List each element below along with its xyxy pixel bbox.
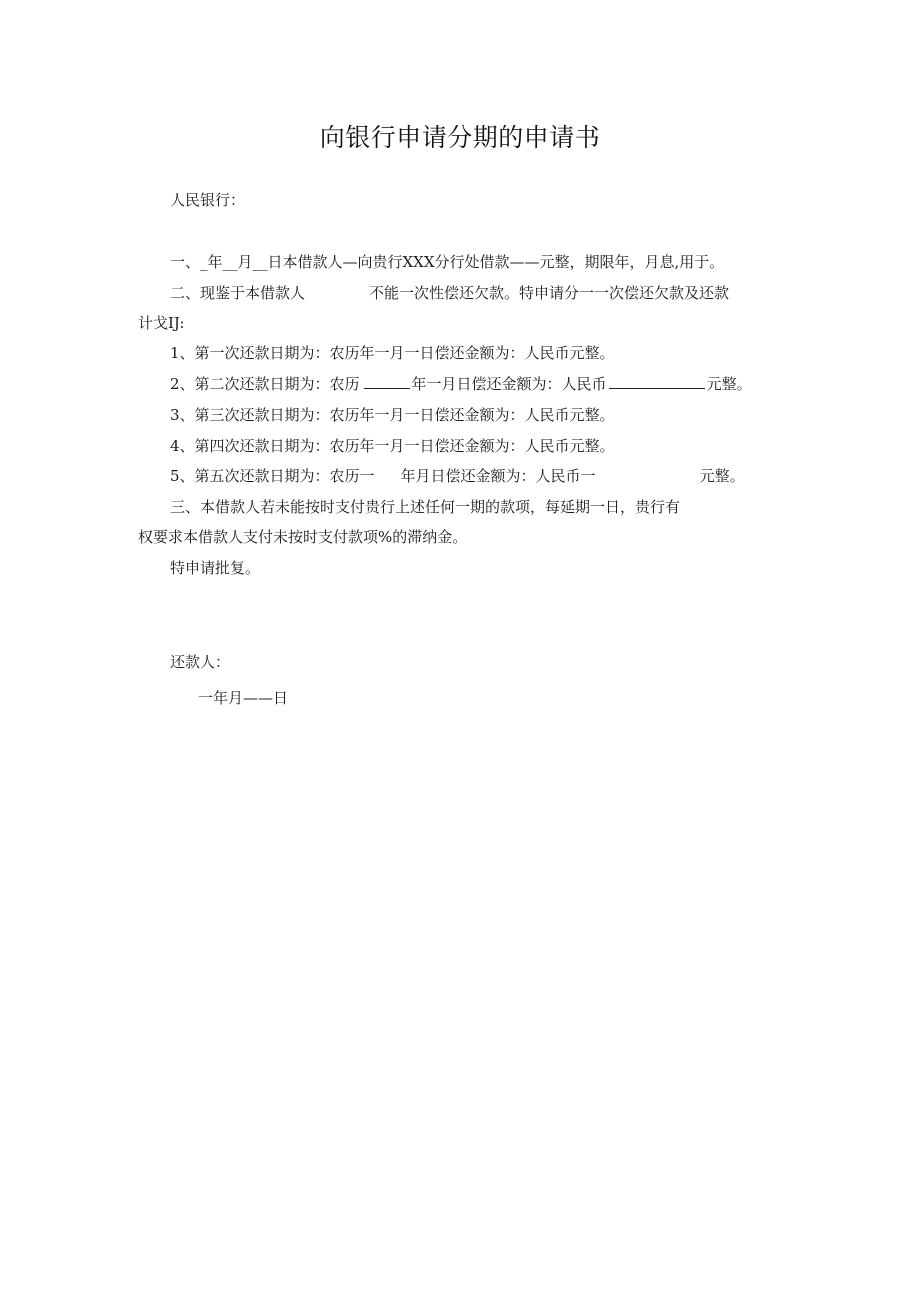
paragraph-2-part-b: 不能一次性偿还欠款。特申请分一一次偿还欠款及还款 bbox=[369, 284, 730, 302]
installment-5 bbox=[170, 466, 745, 486]
installment-5-part-a: 5、第五次还款日期为：农历一 bbox=[170, 467, 375, 485]
installment-5-part-c: 元整。 bbox=[699, 467, 745, 485]
paragraph-2-part-a: 二、现鉴于本借款人 bbox=[170, 284, 306, 302]
paragraph-3-line-2: 权要求本借款人支付未按时支付款项%的滞纳金。 bbox=[138, 528, 468, 546]
installment-2-part-b: 年一月日偿还金额为：人民币 bbox=[411, 375, 607, 393]
paragraph-3-line-1: 三、本借款人若未能按时支付贵行上述任何一期的款项，每延期一日，贵行有 bbox=[170, 498, 681, 516]
paragraph-2-continuation: 计戈IJ: bbox=[138, 314, 185, 332]
installment-2 bbox=[170, 374, 752, 394]
document-title: 向银行申请分期的申请书 bbox=[319, 123, 601, 152]
closing-line: 特申请批复。 bbox=[170, 559, 261, 577]
date-line: 一年月——日 bbox=[198, 689, 289, 707]
paragraph-1: 一、_年__月__日本借款人—向贵行XXX分行处借款——元整，期限年，月息,用于。 bbox=[170, 253, 725, 271]
paragraph-2-line-1 bbox=[170, 283, 729, 303]
blank-underline bbox=[609, 374, 705, 389]
installment-4: 4、第四次还款日期为：农历年一月一日偿还金额为：人民币元整。 bbox=[170, 437, 615, 455]
salutation: 人民银行： bbox=[170, 191, 246, 209]
installment-2-part-a: 2、第二次还款日期为：农历 bbox=[170, 375, 360, 393]
installment-5-part-b: 年月日偿还金额为：人民币一 bbox=[400, 467, 596, 485]
installment-1: 1、第一次还款日期为：农历年一月一日偿还金额为：人民币元整。 bbox=[170, 344, 615, 362]
installment-3: 3、第三次还款日期为：农历年一月一日偿还金额为：人民币元整。 bbox=[170, 406, 615, 424]
signatory-label: 还款人： bbox=[170, 653, 231, 671]
installment-2-part-c: 元整。 bbox=[706, 375, 752, 393]
blank-underline bbox=[364, 374, 410, 389]
